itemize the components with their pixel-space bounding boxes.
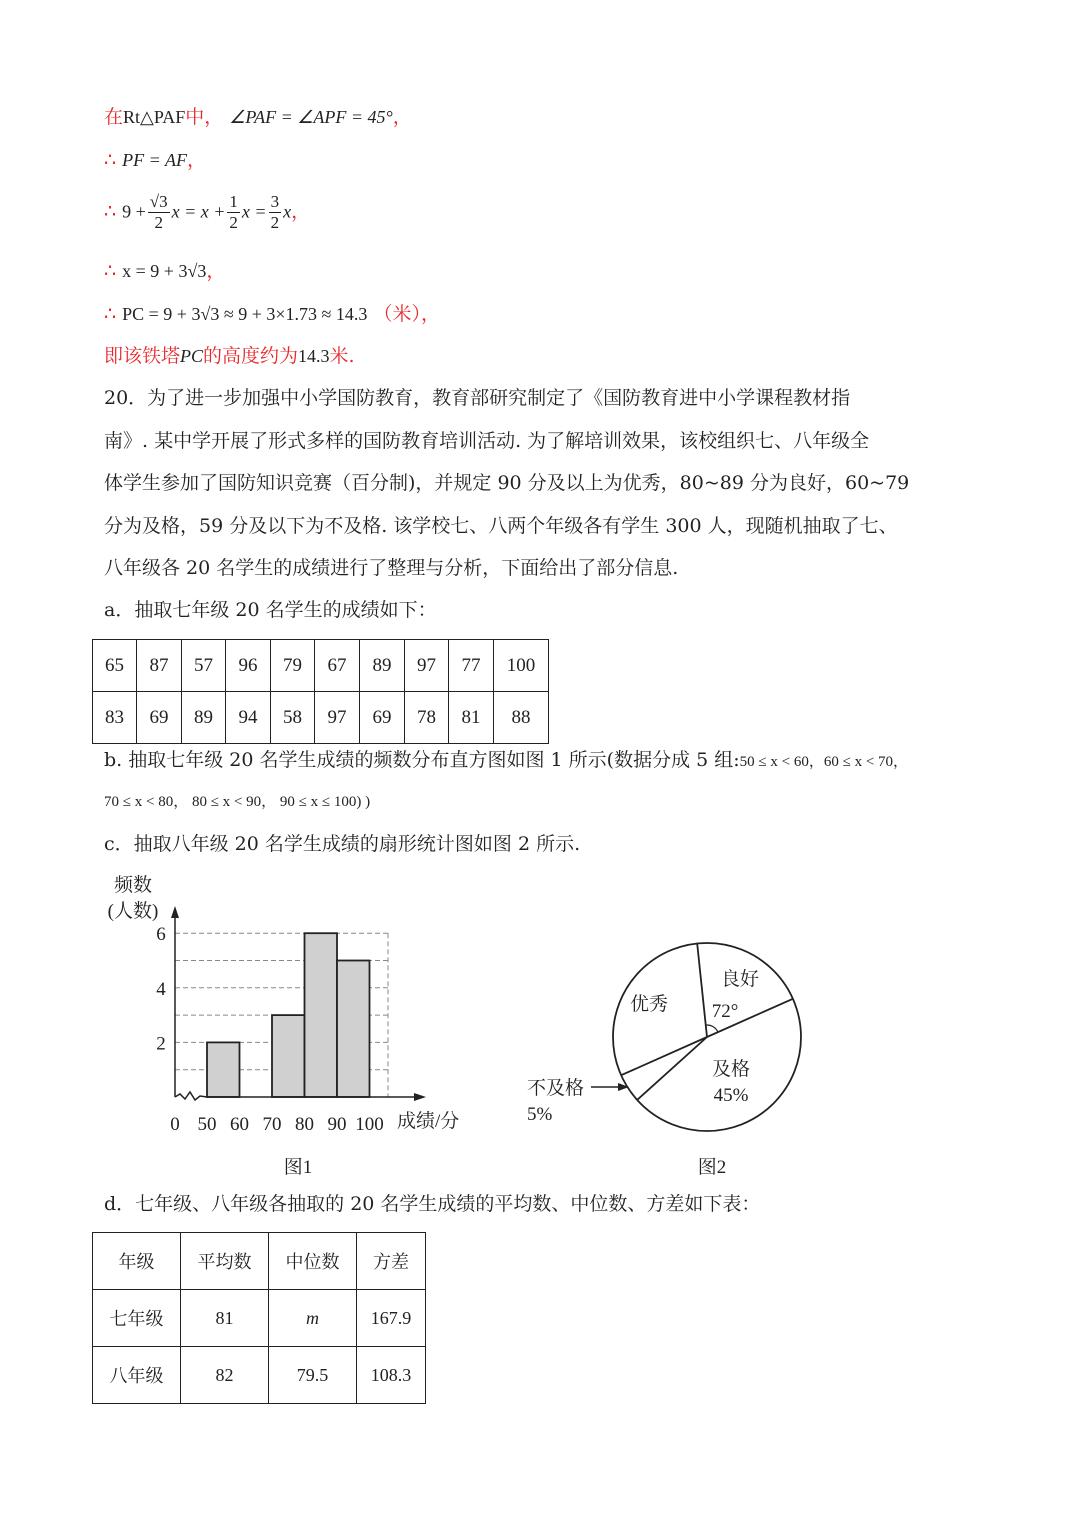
- score-cell: 77: [449, 640, 494, 692]
- table-row: [93, 1290, 426, 1347]
- problem-text-line: 分为及格，59 分及以下为不及格. 该学校七、八两个年级各有学生 300 人，现随机抽取了七、: [104, 515, 898, 537]
- pie-label-pass: 及格: [711, 1059, 751, 1080]
- x-tick-label: 100: [355, 1114, 384, 1135]
- part-d-text: d．七年级、八年级各抽取的 20 名学生成绩的平均数、中位数、方差如下表：: [104, 1193, 761, 1215]
- header-cell: 年级: [93, 1233, 181, 1290]
- score-cell: 58: [271, 692, 315, 744]
- stat-cell: 七年级: [93, 1290, 181, 1347]
- stat-cell: 81: [181, 1290, 269, 1347]
- header-cell: 中位数: [269, 1233, 357, 1290]
- score-cell: 88: [494, 692, 549, 744]
- x-tick-label: 70: [262, 1114, 282, 1135]
- x-tick-label: 50: [197, 1114, 217, 1135]
- y-axis-label: (人数): [107, 901, 159, 922]
- score-cell: 89: [182, 692, 226, 744]
- part-c-text: c．抽取八年级 20 名学生成绩的扇形统计图如图 2 所示.: [104, 833, 581, 855]
- histogram-bar: [207, 1042, 240, 1097]
- problem-text-line: 南》. 某中学开展了形式多样的国防教育培训活动. 为了解培训效果，该校组织七、八年级全: [104, 430, 870, 452]
- score-cell: 79: [271, 640, 315, 692]
- score-cell: 100: [494, 640, 549, 692]
- solution-conclusion: 即该铁塔PC的高度约为14.3米.: [104, 345, 355, 367]
- score-cell: 89: [360, 640, 405, 692]
- solution-line-5: ∴ PC = 9 + 3√3 ≈ 9 + 3×1.73 ≈ 14.3 （米），: [104, 303, 440, 325]
- y-tick-label: 6: [156, 924, 166, 946]
- stats-table: [92, 1232, 426, 1404]
- part-b-text-cont: 70 ≤ x < 80， 80 ≤ x < 90， 90 ≤ x ≤ 100) ): [104, 794, 371, 810]
- solution-line-3: ∴ 9 + $\frac{√3}{2}$ x = x + $\frac{1}{2}$ x = $\frac{3}{2}$ x，: [104, 192, 311, 232]
- histogram-bar: [337, 961, 370, 1098]
- figure-caption: 图2: [697, 1157, 727, 1178]
- histogram-bar: [272, 1015, 305, 1097]
- problem-text-line: 20．为了进一步加强中小学国防教育，教育部研究制定了《国防教育进中小学课程教材指: [104, 387, 851, 409]
- solution-line-1: 在Rt△PAF中， ∠PAF = ∠APF = 45°，: [104, 106, 412, 128]
- stat-cell: m: [269, 1290, 357, 1347]
- y-tick-label: 2: [156, 1033, 166, 1055]
- score-cell: 96: [226, 640, 271, 692]
- solution-line-2: ∴ PF = AF，: [104, 149, 206, 171]
- score-cell: 97: [315, 692, 360, 744]
- score-cell: 65: [93, 640, 137, 692]
- stat-cell: 八年级: [93, 1347, 181, 1404]
- x-axis-label: 成绩/分: [397, 1111, 460, 1132]
- header-cell: 平均数: [181, 1233, 269, 1290]
- pie-label-excellent: 优秀: [629, 994, 669, 1015]
- score-cell: 81: [449, 692, 494, 744]
- score-cell: 67: [315, 640, 360, 692]
- y-tick-label: 4: [156, 978, 166, 1000]
- solution-line-4: ∴ x = 9 + 3√3，: [104, 260, 226, 282]
- pie-label-fail: 不及格: [527, 1078, 585, 1099]
- pie-label-good: 良好: [720, 969, 760, 990]
- y-axis-arrow: [171, 906, 179, 918]
- stat-cell: 167.9: [357, 1290, 426, 1347]
- part-b-text: b. 抽取七年级 20 名学生成绩的频数分布直方图如图 1 所示(数据分成 5 组:50 ≤ x < 60，60 ≤ x < 70，: [104, 749, 909, 771]
- score-cell: 78: [405, 692, 449, 744]
- score-cell: 69: [137, 692, 182, 744]
- stat-cell: 82: [181, 1347, 269, 1404]
- pie-label-good-angle: 72°: [711, 1001, 739, 1022]
- histogram-bar: [305, 933, 338, 1097]
- problem-text-line: 八年级各 20 名学生的成绩进行了整理与分析，下面给出了部分信息.: [104, 557, 679, 579]
- stat-cell: 79.5: [269, 1347, 357, 1404]
- score-cell: 87: [137, 640, 182, 692]
- table-row: [93, 1347, 426, 1404]
- y-axis-label: 频数: [113, 875, 153, 896]
- score-cell: 69: [360, 692, 405, 744]
- x-tick-label: 90: [327, 1114, 347, 1135]
- x-tick-label: 0: [170, 1114, 180, 1135]
- figure-caption: 图1: [283, 1157, 313, 1178]
- table-header-row: [93, 1233, 426, 1290]
- part-a-text: a．抽取七年级 20 名学生的成绩如下：: [104, 599, 437, 621]
- score-cell: 57: [182, 640, 226, 692]
- x-axis-arrow: [414, 1093, 426, 1101]
- score-cell: 94: [226, 692, 271, 744]
- pie-label-fail-percent: 5%: [527, 1104, 553, 1125]
- header-cell: 方差: [357, 1233, 426, 1290]
- x-tick-label: 60: [230, 1114, 249, 1135]
- problem-text-line: 体学生参加了国防知识竞赛（百分制)，并规定 90 分及以上为优秀，80~89 分为良好，60~79: [104, 472, 910, 494]
- x-tick-label: 80: [295, 1114, 314, 1135]
- stat-cell: 108.3: [357, 1347, 426, 1404]
- score-cell: 83: [93, 692, 137, 744]
- pie-label-pass-percent: 45%: [713, 1085, 749, 1106]
- score-cell: 97: [405, 640, 449, 692]
